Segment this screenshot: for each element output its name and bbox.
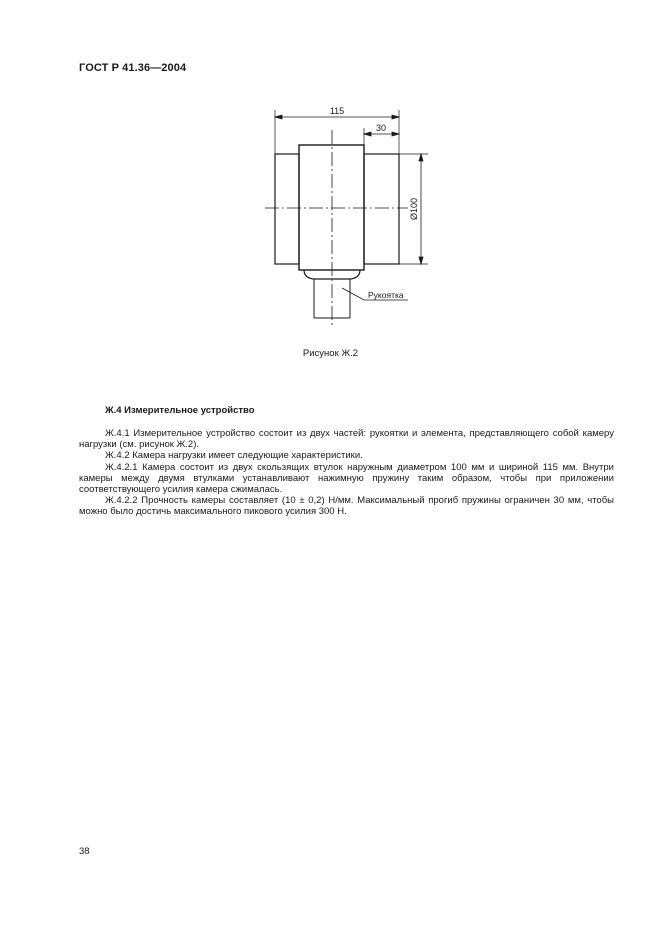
figure-caption: Рисунок Ж.2	[302, 348, 359, 359]
section-body	[79, 428, 614, 518]
handle-label: Рукоятка	[368, 290, 404, 300]
paragraph: Ж.4.1 Измерительное устройство состоит из двух частей: рукоятки и элемента, представляющего собой камеру нагрузки (см. рисунок Ж.2).	[79, 428, 614, 451]
right-sleeve	[364, 154, 399, 264]
technical-drawing	[260, 100, 450, 330]
page-number: 38	[79, 846, 90, 857]
section-title: Ж.4 Измерительное устройство	[105, 405, 255, 416]
paragraph: Ж.4.2 Камера нагрузки имеет следующие характеристики.	[105, 450, 363, 462]
document-header: ГОСТ Р 41.36—2004	[79, 62, 187, 74]
left-sleeve	[275, 154, 299, 264]
dimension-diameter-100: Ø100	[409, 197, 419, 221]
dimension-30: 30	[375, 123, 387, 133]
center-body	[299, 145, 364, 270]
paragraph: Ж.4.2.1 Камера состоит из двух скользящих втулок наружным диаметром 100 мм и шириной 115 мм. Внутри камеры между двумя втулками устанавливают нажимную пружину таким образом, чтобы при приложении соответствующего усилия камера сжималась.	[79, 461, 614, 496]
paragraph: Ж.4.2.2 Прочность камеры составляет (10 ± 0,2) Н/мм. Максимальный прогиб пружины ограничен 30 мм, чтобы можно было достичь максимального пикового усилия 300 Н.	[79, 495, 614, 518]
dimension-115: 115	[329, 106, 345, 116]
